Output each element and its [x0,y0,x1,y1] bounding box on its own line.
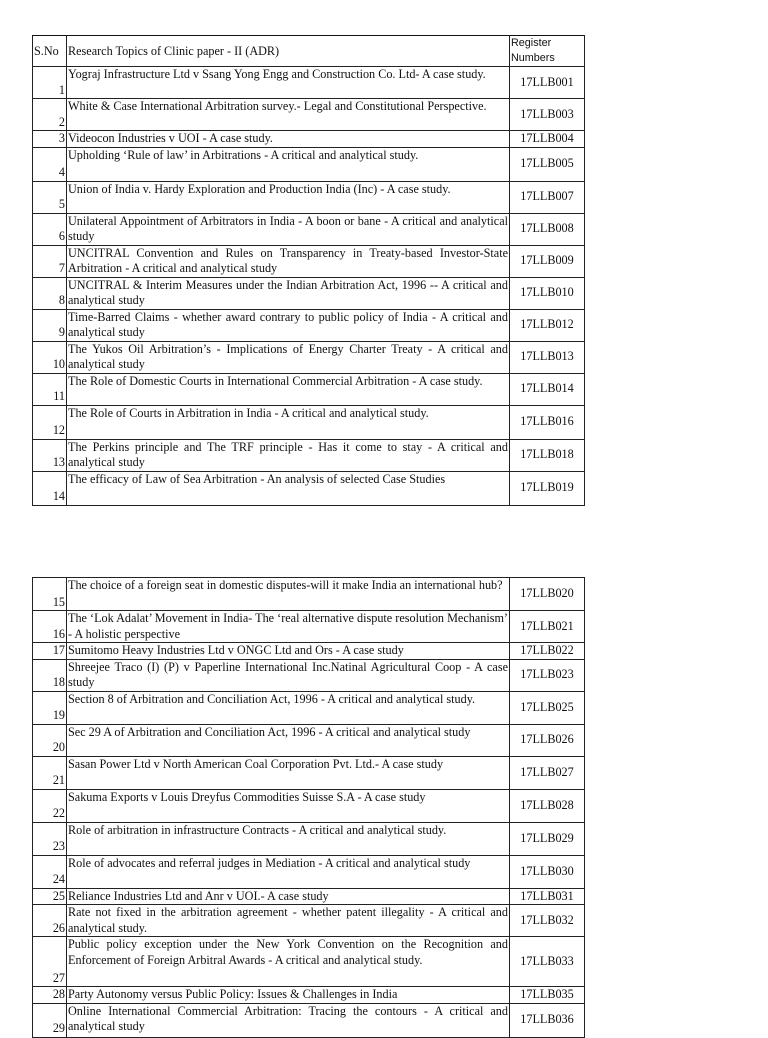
register-cell: 17LLB036 [510,1003,585,1037]
topic-cell: The choice of a foreign seat in domestic disputes-will it make India an international hub? [67,578,510,611]
table-row [33,855,585,888]
sno-cell: 20 [33,724,67,756]
topic-cell: Time-Barred Claims - whether award contrary to public policy of India - A critical and analytical study [68,309,508,339]
table-row [33,181,585,213]
register-cell: 17LLB018 [510,439,585,471]
sno-cell: 3 [33,131,67,148]
register-cell: 17LLB009 [510,245,585,277]
register-cell: 17LLB019 [510,471,585,505]
register-cell: 17LLB013 [510,341,585,373]
sno-cell: 19 [33,691,67,724]
register-header: Register Numbers [510,36,585,67]
table-row [33,245,585,277]
table-row [33,1003,585,1037]
header-row [33,36,585,67]
topic-cell: The Yukos Oil Arbitration’s - Implications of Energy Charter Treaty - A critical and analytical study [68,341,508,371]
topic-cell: Yograj Infrastructure Ltd v Ssang Yong Engg and Construction Co. Ltd- A case study. [67,67,510,99]
topic-cell: White & Case International Arbitration survey.- Legal and Constitutional Perspective. [67,99,510,131]
register-cell: 17LLB023 [510,659,585,691]
table-row [33,659,585,691]
sno-cell: 16 [33,611,67,643]
table-row [33,578,585,611]
sno-cell: 23 [33,822,67,855]
topic-cell: Public policy exception under the New York Convention on the Recognition and Enforcement of Foreign Arbitral Awards - A critical and analytical study. [67,937,510,987]
topic-cell: Upholding ‘Rule of law’ in Arbitrations - A critical and analytical study. [67,147,510,181]
register-cell: 17LLB008 [510,213,585,245]
sno-cell: 24 [33,855,67,888]
topic-cell: Party Autonomy versus Public Policy: Issues & Challenges in India [67,987,510,1004]
sno-cell: 13 [33,439,67,471]
topic-cell: Sakuma Exports v Louis Dreyfus Commodities Suisse S.A - A case study [67,789,510,822]
sno-cell: 12 [33,405,67,439]
topic-cell: Shreejee Traco (I) (P) v Paperline International Inc.Natinal Agricultural Coop - A case study [68,659,508,689]
register-cell: 17LLB010 [510,277,585,309]
register-cell: 17LLB022 [510,643,585,660]
sno-header: S.No [33,36,67,67]
table-row [33,611,585,643]
topic-cell: The Role of Domestic Courts in International Commercial Arbitration - A case study. [67,373,510,405]
table-row [33,131,585,148]
register-cell: 17LLB001 [510,67,585,99]
topic-cell: Sumitomo Heavy Industries Ltd v ONGC Ltd and Ors - A case study [67,643,510,660]
topic-cell: The Perkins principle and The TRF principle - Has it come to stay - A critical and analytical study [68,439,508,469]
register-cell: 17LLB025 [510,691,585,724]
table-row [33,405,585,439]
topic-cell: Online International Commercial Arbitration: Tracing the contours - A critical and analytical study [67,1003,510,1037]
topic-cell: Union of India v. Hardy Exploration and Production India (Inc) - A case study. [67,181,510,213]
sno-cell: 4 [33,147,67,181]
table-row [33,67,585,99]
sno-cell: 8 [33,277,67,309]
topic-cell: UNCITRAL Convention and Rules on Transparency in Treaty-based Investor-State Arbitration - A critical and analytical study [68,245,508,275]
register-cell: 17LLB020 [510,578,585,611]
table-row [33,471,585,505]
table-row [33,756,585,789]
sno-cell: 25 [33,888,67,905]
topic-header: Research Topics of Clinic paper - II (ADR) [67,36,510,67]
register-cell: 17LLB021 [510,611,585,643]
table-row [33,905,585,937]
register-cell: 17LLB030 [510,855,585,888]
sno-cell: 5 [33,181,67,213]
sno-cell: 10 [33,341,67,373]
topic-cell: The efficacy of Law of Sea Arbitration - An analysis of selected Case Studies [67,471,510,505]
register-cell: 17LLB035 [510,987,585,1004]
register-cell: 17LLB028 [510,789,585,822]
register-cell: 17LLB014 [510,373,585,405]
sno-cell: 18 [33,659,67,691]
sno-cell: 2 [33,99,67,131]
sno-cell: 27 [33,937,67,987]
sno-cell: 9 [33,309,67,341]
table-row [33,822,585,855]
topic-cell: UNCITRAL & Interim Measures under the Indian Arbitration Act, 1996 -- A critical and analytical study [68,277,508,307]
topic-cell: Role of advocates and referral judges in Mediation - A critical and analytical study [67,855,510,888]
topic-cell: Unilateral Appointment of Arbitrators in India - A boon or bane - A critical and analytical study [68,213,508,243]
topic-cell: Reliance Industries Ltd and Anr v UOI.- A case study [67,888,510,905]
table-row [33,987,585,1004]
topics-table-2 [32,577,585,1038]
table-row [33,309,585,341]
table-row [33,439,585,471]
topic-cell: Section 8 of Arbitration and Conciliation Act, 1996 - A critical and analytical study. [67,691,510,724]
table-row [33,213,585,245]
register-cell: 17LLB031 [510,888,585,905]
sno-cell: 11 [33,373,67,405]
register-cell: 17LLB032 [510,905,585,937]
sno-cell: 1 [33,67,67,99]
sno-cell: 6 [33,213,67,245]
table-row [33,724,585,756]
table-row [33,888,585,905]
topic-cell: The ‘Lok Adalat’ Movement in India- The ‘real alternative dispute resolution Mechanism’ - A holistic perspective [68,611,508,641]
register-cell: 17LLB004 [510,131,585,148]
topic-cell: The Role of Courts in Arbitration in India - A critical and analytical study. [67,405,510,439]
table-row [33,643,585,660]
register-cell: 17LLB003 [510,99,585,131]
topic-cell: Role of arbitration in infrastructure Contracts - A critical and analytical study. [67,822,510,855]
register-cell: 17LLB029 [510,822,585,855]
table-row [33,147,585,181]
sno-cell: 29 [33,1003,67,1037]
table-row [33,789,585,822]
register-cell: 17LLB026 [510,724,585,756]
topic-cell: Sasan Power Ltd v North American Coal Corporation Pvt. Ltd.- A case study [67,756,510,789]
topic-cell: Rate not fixed in the arbitration agreement - whether patent illegality - A critical and analytical study. [68,905,508,935]
topic-cell: Sec 29 A of Arbitration and Conciliation Act, 1996 - A critical and analytical study [67,724,510,756]
topic-cell: Videocon Industries v UOI - A case study. [67,131,510,148]
sno-cell: 15 [33,578,67,611]
table-row [33,937,585,987]
register-cell: 17LLB007 [510,181,585,213]
table-row [33,341,585,373]
table-row [33,373,585,405]
register-cell: 17LLB033 [510,937,585,987]
table-row [33,99,585,131]
topics-table-1 [32,35,585,506]
sno-cell: 7 [33,245,67,277]
sno-cell: 22 [33,789,67,822]
sno-cell: 28 [33,987,67,1004]
register-cell: 17LLB012 [510,309,585,341]
register-cell: 17LLB016 [510,405,585,439]
table-row [33,691,585,724]
sno-cell: 17 [33,643,67,660]
register-cell: 17LLB027 [510,756,585,789]
table-row [33,277,585,309]
sno-cell: 21 [33,756,67,789]
sno-cell: 14 [33,471,67,505]
register-cell: 17LLB005 [510,147,585,181]
sno-cell: 26 [33,905,67,937]
